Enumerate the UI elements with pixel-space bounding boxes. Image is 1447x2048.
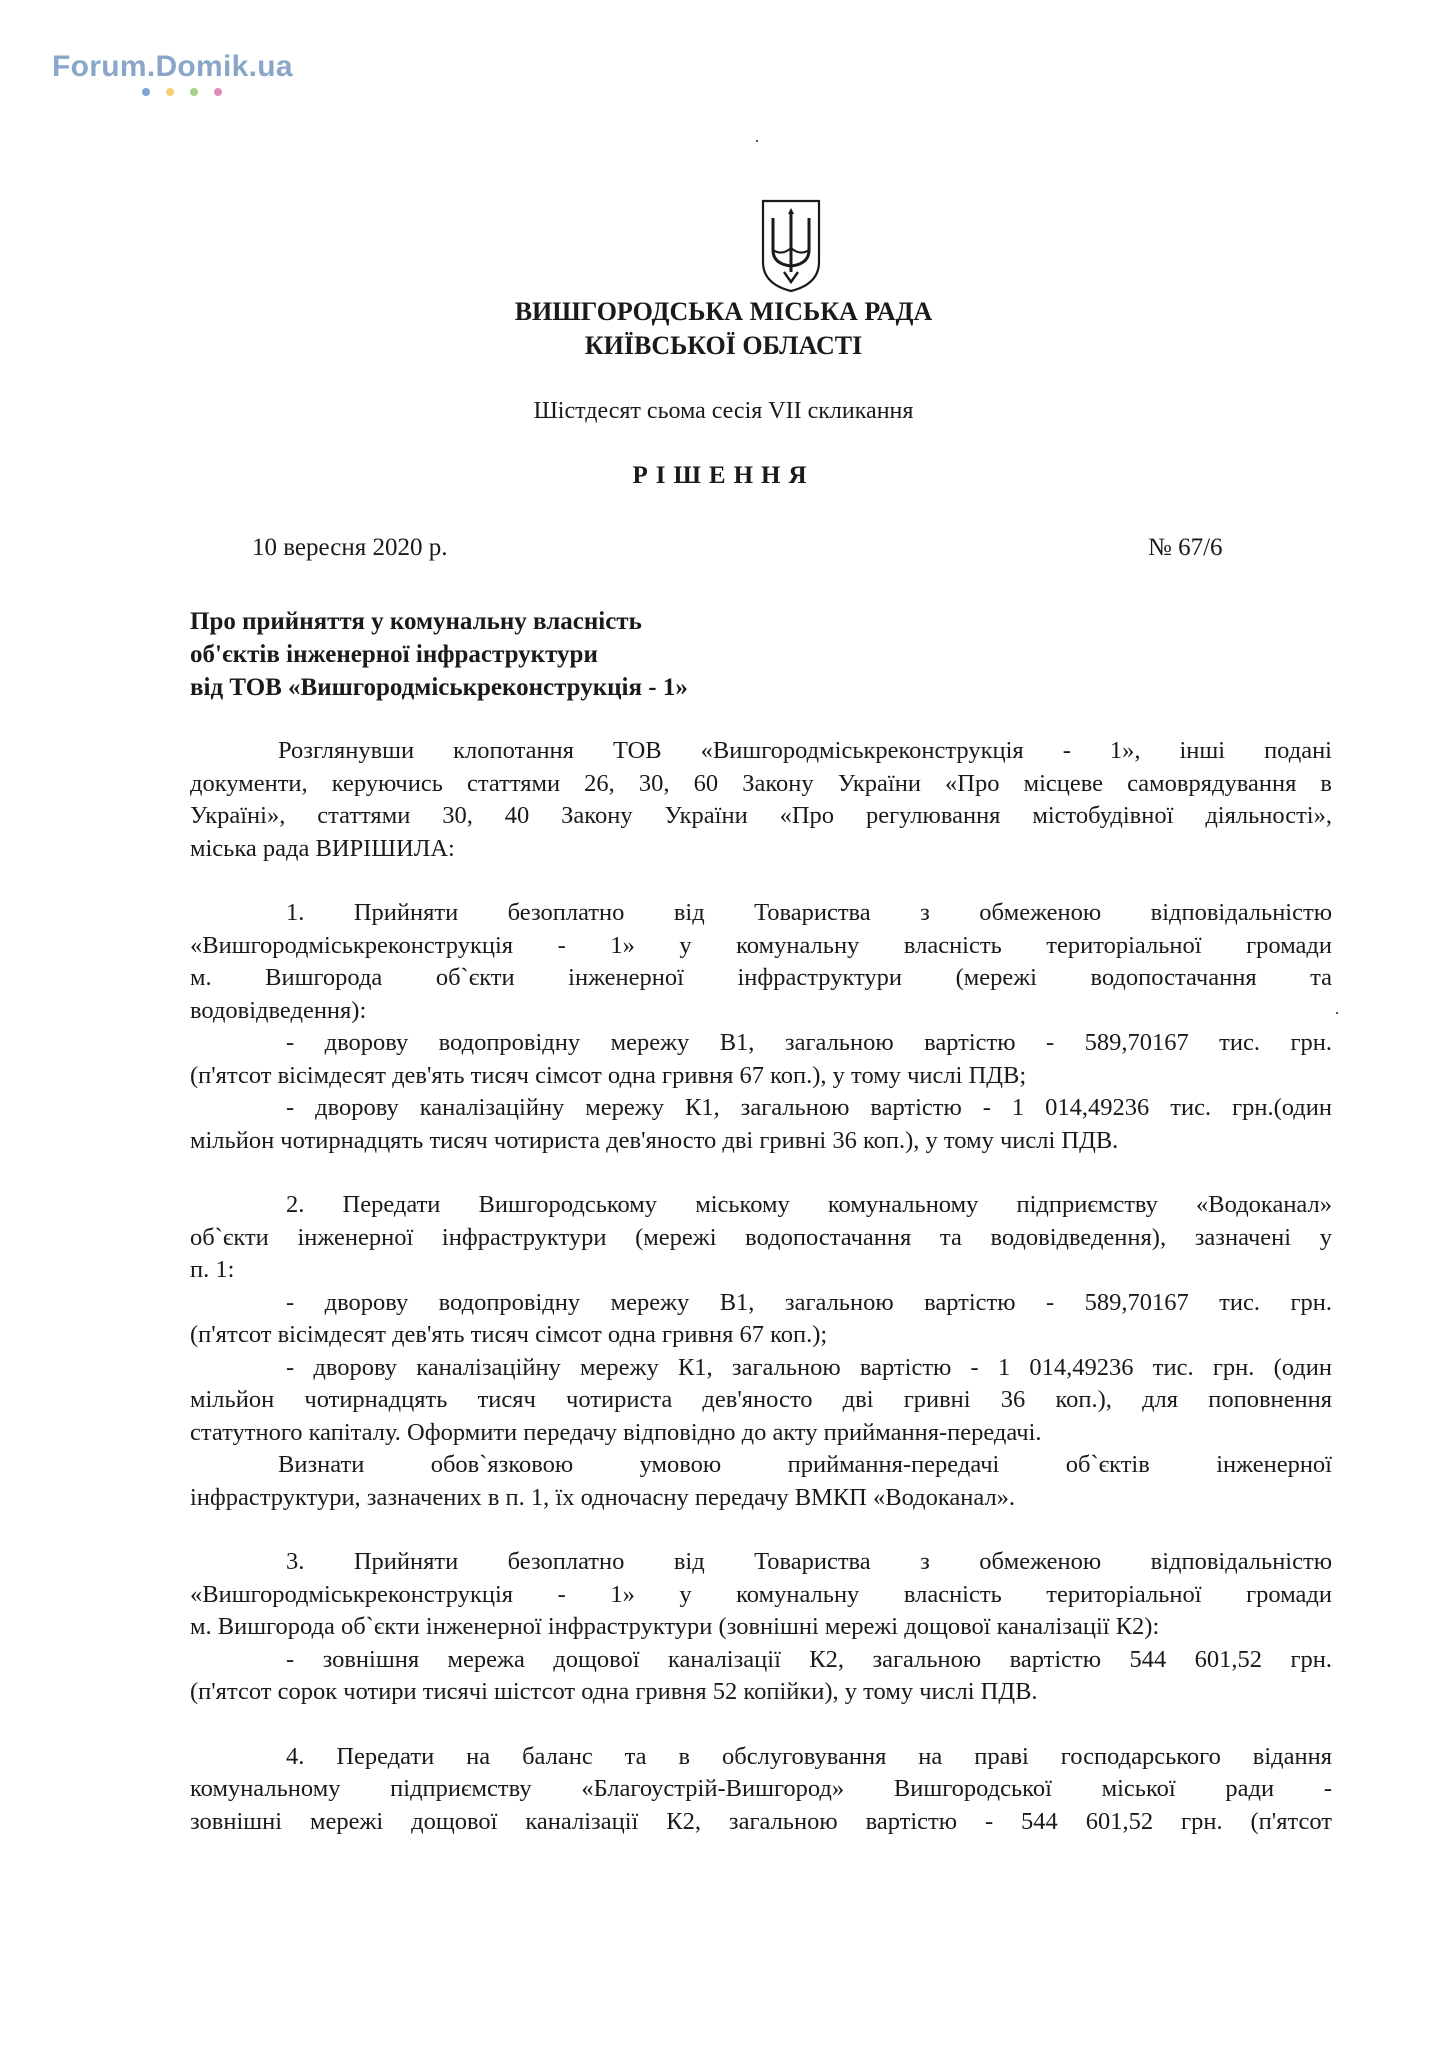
item4-line: зовнішні мережі дощової каналізації К2, загальною вартістю - 544 601,52 грн. (п'ятсот bbox=[190, 1807, 1332, 1835]
item1-line: мільйон чотирнадцять тисяч чотириста дев'яносто дві гривні 36 коп.), у тому числі ПДВ. bbox=[190, 1126, 1119, 1154]
item3-line: (п'ятсот сорок чотири тисячі шістсот одна гривня 52 копійки), у тому числі ПДВ. bbox=[190, 1678, 1038, 1705]
item2-line: статутного капіталу. Оформити передачу відповідно до акту приймання-передачі. bbox=[190, 1418, 1042, 1446]
item1-line: (п'ятсот вісімдесят дев'ять тисяч сімсот одна гривня 67 коп.), у тому числі ПДВ; bbox=[190, 1061, 1027, 1089]
preamble-line: міська рада ВИРІШИЛА: bbox=[190, 834, 455, 862]
item2-line: інфраструктури, зазначених в п. 1, їх одночасну передачу ВМКП «Водоканал». bbox=[190, 1483, 1016, 1511]
region-name: КИЇВСЬКОЇ ОБЛАСТІ bbox=[584, 331, 863, 360]
session-title: Шістдесят сьома сесія VII скликання bbox=[533, 398, 914, 424]
item2-line: Визнати обов`язковою умовою приймання-передачі об`єктів інженерної bbox=[278, 1451, 1332, 1478]
decision-subject bbox=[190, 605, 688, 704]
item2-line: (п'ятсот вісімдесят дев'ять тисяч сімсот одна гривня 67 коп.); bbox=[190, 1321, 828, 1348]
item2-line: мільйон чотирнадцять тисяч чотириста дев'яносто дві гривні 36 коп.), для поповнення bbox=[190, 1386, 1332, 1413]
scan-speck bbox=[1336, 1012, 1338, 1014]
item4-line: 4. Передати на баланс та в обслуговування на праві господарського відання bbox=[286, 1742, 1332, 1770]
item2-line: п. 1: bbox=[190, 1256, 235, 1283]
item1-line: водовідведення): bbox=[190, 996, 367, 1024]
item2-line: - дворову водопровідну мережу В1, загальною вартістю - 589,70167 тис. грн. bbox=[286, 1288, 1332, 1316]
preamble-line: Розглянувши клопотання ТОВ «Вишгородміськреконструкція - 1», інші подані bbox=[278, 737, 1332, 764]
item2-line: - дворову каналізаційну мережу К1, загальною вартістю - 1 014,49236 тис. грн. (один bbox=[286, 1353, 1332, 1381]
item1-line: м. Вишгорода об`єкти інженерної інфраструктури (мережі водопостачання та bbox=[190, 964, 1332, 991]
item2-line: об`єкти інженерної інфраструктури (мережі водопостачання та водовідведення), зазначені у bbox=[190, 1223, 1332, 1251]
watermark-dots bbox=[142, 88, 252, 98]
preamble-line: документи, керуючись статтями 26, 30, 60 Закону України «Про місцеве самоврядування в bbox=[190, 769, 1332, 797]
item3-line: м. Вишгорода об`єкти інженерної інфраструктури (зовнішні мережі дощової каналізації К2): bbox=[190, 1613, 1160, 1640]
item1-line: - дворову каналізаційну мережу К1, загальною вартістю - 1 014,49236 тис. грн.(один bbox=[286, 1094, 1332, 1121]
item3-line: «Вишгородміськреконструкція - 1» у комунальну власність територіальної громади bbox=[190, 1580, 1332, 1608]
council-name: ВИШГОРОДСЬКА МІСЬКА РАДА bbox=[514, 297, 933, 326]
subject-line: Про прийняття у комунальну власність bbox=[190, 608, 642, 635]
item1-line: - дворову водопровідну мережу В1, загальною вартістю - 589,70167 тис. грн. bbox=[286, 1029, 1332, 1056]
scan-speck bbox=[756, 140, 758, 142]
item2-line: 2. Передати Вишгородському міському комунальному підприємству «Водоканал» bbox=[286, 1191, 1332, 1218]
subject-line: від ТОВ «Вишгородміськреконструкція - 1» bbox=[190, 674, 688, 701]
decision-date: 10 вересня 2020 р. bbox=[252, 534, 448, 561]
trident-emblem-icon bbox=[760, 198, 822, 294]
item3-line: - зовнішня мережа дощової каналізації К2, загальною вартістю 544 601,52 грн. bbox=[286, 1645, 1332, 1673]
item3-line: 3. Прийняти безоплатно від Товариства з обмеженою відповідальністю bbox=[286, 1548, 1332, 1575]
document-type: РІШЕННЯ bbox=[632, 462, 815, 489]
item4-line: комунальному підприємству «Благоустрій-Вишгород» Вишгородської міської ради - bbox=[190, 1775, 1332, 1802]
decision-body bbox=[190, 735, 1332, 1838]
preamble-line: Україні», статтями 30, 40 Закону України «Про регулювання містобудівної діяльності», bbox=[190, 802, 1332, 829]
subject-line: об'єктів інженерної інфраструктури bbox=[190, 641, 598, 668]
item1-line: «Вишгородміськреконструкція - 1» у комунальну власність територіальної громади bbox=[190, 931, 1332, 959]
item1-line: 1. Прийняти безоплатно від Товариства з обмеженою відповідальністю bbox=[286, 899, 1332, 926]
decision-number: № 67/6 bbox=[1148, 534, 1223, 561]
watermark-logo: Forum.Domik.ua bbox=[52, 50, 293, 83]
